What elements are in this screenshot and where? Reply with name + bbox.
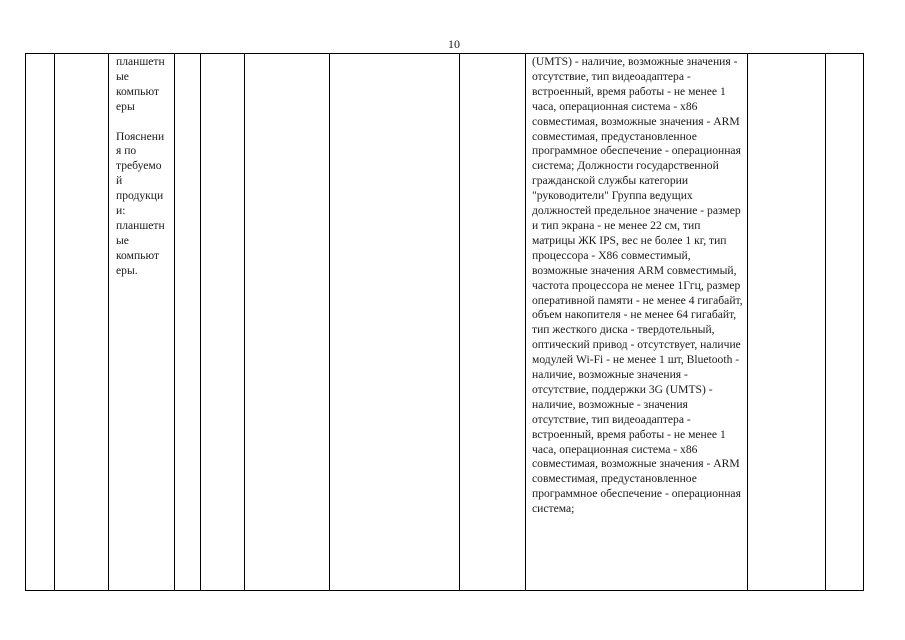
page-number: 10 [448,37,460,51]
table-cell-empty [175,54,201,591]
requirements-text: (UMTS) - наличие, возможные значения - отсутствие, тип видеоадаптера - встроенный, время работы - не менее 1 часа, операционная система - x86 совместимая, возможные значения - ARM совместимая, предустановленное программное обеспечение - операционная система; Должности государственной гражданской службы категории "руководители" Группа ведущих должностей предельное значение - размер и тип экрана - не менее 22 см, тип матрицы ЖК IPS, вес не более 1 кг, тип процессора - X86 совместимый, возможные значения ARM совместимый, частота процессора не менее 1Ггц, размер оперативной памяти - не менее 4 гигабайт, объем накопителя - не менее 64 гигабайт, тип жесткого диска - твердотельный, оптический привод - отсутствует, наличие модулей Wi-Fi - не менее 1 шт, Bluetooth - наличие, возможные значения - отсутствие, поддержки 3G (UMTS) - наличие, возможные - значения отсутствие, тип видеоадаптера - встроенный, время работы - не менее 1 часа, операционная система - x86 совместимая, возможные значения - ARM совместимая, предустановленное программное обеспечение - операционная система; [532,55,743,516]
table-cell-requirements [526,54,748,591]
table-cell-empty [826,54,864,591]
table-cell-product-name [109,54,175,591]
table-cell-empty [460,54,526,591]
product-explanation-text: Пояснени я по требуемо й продукци и: планшетн ые компьют еры. [116,129,165,277]
table-cell-empty [330,54,460,591]
table-cell-empty [748,54,826,591]
product-name-text: планшетн ые компьют еры [116,55,165,113]
table-cell-empty [201,54,245,591]
requirements-table [25,53,864,591]
table-cell-empty [245,54,330,591]
table-row [26,54,864,591]
table-cell-code [55,54,109,591]
table-cell-number [26,54,55,591]
